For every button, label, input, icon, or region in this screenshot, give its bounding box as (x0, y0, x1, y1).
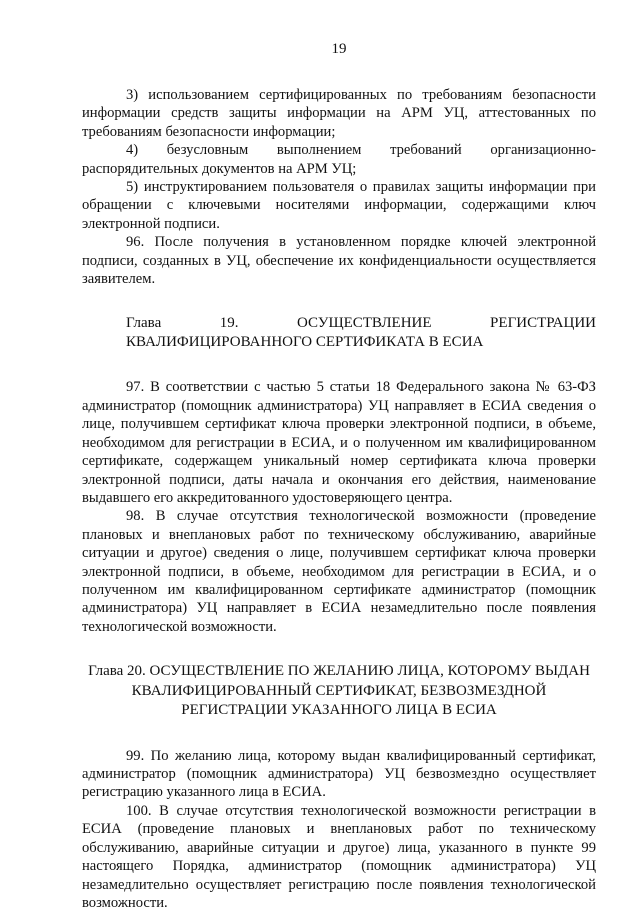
chapter-19-title: Глава 19. ОСУЩЕСТВЛЕНИЕ РЕГИСТРАЦИИ КВАЛИФИЦИРОВАННОГО СЕРТИФИКАТА В ЕСИА (126, 315, 596, 351)
paragraph-99: 99. По желанию лица, которому выдан квалифицированный сертификат, администратор (помощник администратора) УЦ безвозмездно осуществляет регистрацию указанного лица в ЕСИА. (82, 747, 596, 801)
paragraph-100: 100. В случае отсутствия технологической возможности регистрации в ЕСИА (проведение плановых и внеплановых работ по техническому обслуживанию, аварийные ситуации и другое) лица, указанного в пункте 99 настоящего Порядка, администратор (помощник администратора) УЦ незамедлительно осуществляет регистрацию после появления технологической возможности. (82, 802, 596, 911)
list-item-5: 5) инструктированием пользователя о правилах защиты информации при обращении с ключевыми носителями информации, содержащими ключ электронной подписи. (82, 179, 596, 232)
list-item-3: 3) использованием сертифицированных по требованиям безопасности информации средств защиты информации на АРМ УЦ, аттестованных по требованиям безопасности информации; (82, 87, 596, 140)
paragraph-97: 97. В соответствии с частью 5 статьи 18 Федерального закона № 63-ФЗ администратор (помощник администратора) УЦ направляет в ЕСИА сведения о лице, получившем сертификат ключа проверки электронной подписи, в объеме, необходимом для регистрации в ЕСИА, и о полученном им квалифицированном сертификате, содержащем уникальный номер сертификата ключа проверки электронной подписи, даты начала и окончания его действия, наименование выдавшего его аккредитованного удостоверяющего центра. (82, 379, 596, 506)
paragraph-98: 98. В случае отсутствия технологической возможности (проведение плановых и внеплановых работ по техническому обслуживанию, аварийные ситуации и другое) сведения о лице, получившем сертификат ключа проверки электронной подписи, в объеме, необходимом для регистрации в ЕСИА, и о полученном им квалифицированном сертификате администратор (помощник администратора) УЦ направляет в ЕСИА незамедлительно после появления технологической возможности. (82, 508, 596, 635)
page-number: 19 (331, 41, 347, 57)
chapter-20-heading: Глава 20. ОСУЩЕСТВЛЕНИЕ ПО ЖЕЛАНИЮ ЛИЦА, КОТОРОМУ ВЫДАН КВАЛИФИЦИРОВАННЫЙ СЕРТИФИКАТ, БЕЗВОЗМЕЗДНОЙ РЕГИСТРАЦИИ УКАЗАННОГО ЛИЦА В ЕСИА (88, 663, 590, 719)
list-item-4: 4) безусловным выполнением требований организационно-распорядительных документов на АРМ УЦ; (82, 142, 596, 177)
chapter-19-heading (82, 314, 596, 352)
document-page (82, 40, 596, 912)
paragraph-96: 96. После получения в установленном порядке ключей электронной подписи, созданных в УЦ, обеспечение их конфиденциальности осуществляется заявителем. (82, 234, 596, 288)
